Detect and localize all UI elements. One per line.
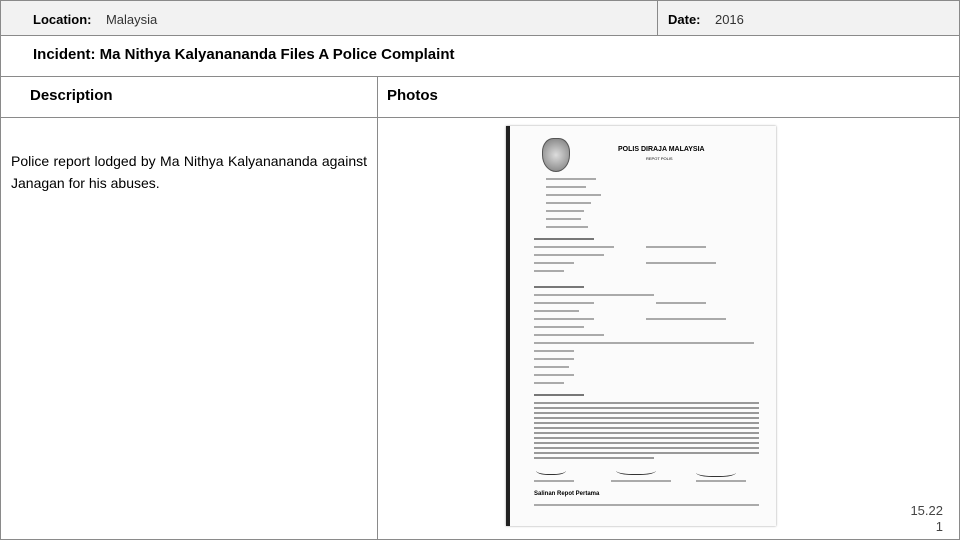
police-report-photo	[506, 126, 776, 526]
photo-edge	[506, 126, 510, 526]
page-number-sub: 1	[935, 519, 943, 534]
description-header: Description	[0, 76, 378, 118]
photos-header: Photos	[377, 76, 960, 118]
police-crest-icon	[542, 138, 570, 172]
report-subtitle: REPOT POLIS	[646, 156, 673, 161]
signature-2	[616, 464, 656, 475]
incident-title: Incident: Ma Nithya Kalyanananda Files A Police Complaint	[0, 35, 960, 77]
report-title: POLIS DIRAJA MALAYSIA	[618, 146, 705, 153]
location-cell	[0, 0, 658, 36]
signature-3	[696, 466, 736, 477]
photos-cell	[377, 117, 960, 540]
page-number-main: 15.22	[910, 503, 943, 518]
location-label: Location:	[33, 12, 92, 27]
description-text: Police report lodged by Ma Nithya Kalyanananda against Janagan for his abuses.	[0, 117, 378, 540]
date-value: 2016	[714, 12, 744, 27]
date-cell	[657, 0, 960, 36]
date-label: Date:	[668, 12, 701, 27]
signature-1	[536, 464, 566, 475]
page-number	[910, 503, 943, 535]
location-value: Malaysia	[105, 12, 158, 27]
report-footer: Salinan Repot Pertama	[534, 491, 600, 497]
